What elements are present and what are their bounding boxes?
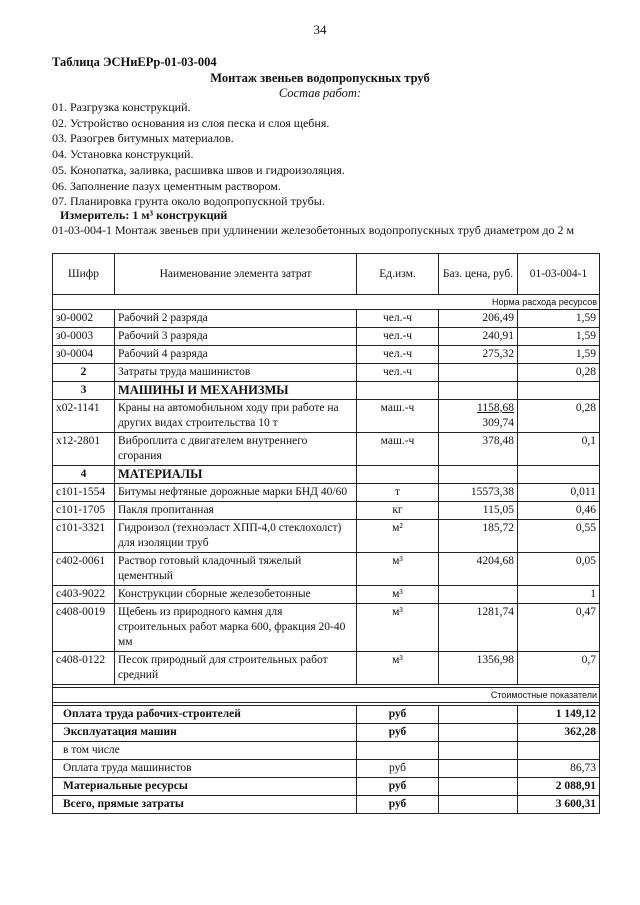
section-row-machines — [53, 382, 600, 400]
row-unit: т — [357, 484, 439, 502]
row-unit: маш.-ч — [357, 400, 439, 433]
total-unit: руб — [357, 706, 439, 724]
total-name: Оплата труда рабочих-строителей — [53, 706, 357, 724]
table-row — [53, 553, 600, 586]
row-value: 0,28 — [518, 364, 600, 382]
table-title: Таблица ЭСНиЕРр-01-03-004 — [52, 55, 217, 69]
row-price: 275,32 — [439, 346, 518, 364]
row-price: 240,91 — [439, 328, 518, 346]
row-price — [439, 364, 518, 382]
table-row — [53, 433, 600, 466]
norm-row — [53, 295, 600, 310]
header-name: Наименование элемента затрат — [115, 254, 357, 295]
page-number: 34 — [313, 22, 327, 37]
row-unit: маш.-ч — [357, 433, 439, 466]
table-row — [53, 364, 600, 382]
row-value: 0,46 — [518, 502, 600, 520]
total-unit: руб — [357, 724, 439, 742]
work-item: 04. Установка конструкций. — [52, 147, 194, 162]
total-row — [53, 778, 600, 796]
table-row — [53, 652, 600, 685]
section-name: МАТЕРИАЛЫ — [115, 466, 357, 484]
row-code: з0-0002 — [53, 310, 115, 328]
total-value: 1 149,12 — [518, 706, 600, 724]
row-unit: кг — [357, 502, 439, 520]
row-code: с101-3321 — [53, 520, 115, 553]
total-row — [53, 742, 600, 760]
row-unit: чел.-ч — [357, 310, 439, 328]
row-price — [439, 400, 518, 433]
row-price: 206,49 — [439, 310, 518, 328]
row-name: Песок природный для строительных работ средний — [115, 652, 357, 685]
total-name: Эксплуатация машин — [53, 724, 357, 742]
row-unit: м² — [357, 520, 439, 553]
row-price: 15573,38 — [439, 484, 518, 502]
row-price: 1281,74 — [439, 604, 518, 652]
row-value: 1,59 — [518, 328, 600, 346]
table-row — [53, 484, 600, 502]
total-name: Всего, прямые затраты — [53, 796, 357, 814]
row-value: 1,59 — [518, 346, 600, 364]
row-code: х02-1141 — [53, 400, 115, 433]
row-name: Щебень из природного камня для строительных работ марка 600, фракция 20-40 мм — [115, 604, 357, 652]
row-unit: м³ — [357, 553, 439, 586]
row-price-main: 1158,68 — [477, 402, 514, 414]
row-value: 0,1 — [518, 433, 600, 466]
total-row — [53, 724, 600, 742]
work-item: 02. Устройство основания из слоя песка и слоя щебня. — [52, 115, 330, 130]
row-code: с402-0061 — [53, 553, 115, 586]
table-row — [53, 502, 600, 520]
header-column: 01-03-004-1 — [518, 254, 600, 295]
row-value: 0,28 — [518, 400, 600, 433]
table-row — [53, 586, 600, 604]
table-row — [53, 346, 600, 364]
row-name: Рабочий 4 разряда — [115, 346, 357, 364]
row-value: 0,05 — [518, 553, 600, 586]
total-value: 3 600,31 — [518, 796, 600, 814]
row-name: Затраты труда машинистов — [115, 364, 357, 382]
row-name: Конструкции сборные железобетонные — [115, 586, 357, 604]
header-row — [53, 254, 600, 295]
total-unit: руб — [357, 796, 439, 814]
row-value: 1 — [518, 586, 600, 604]
row-name: Гидроизол (техноэласт ХПП-4,0 стеклохолст) для изоляции труб — [115, 520, 357, 553]
total-unit — [357, 742, 439, 760]
row-name: Рабочий 2 разряда — [115, 310, 357, 328]
row-code: с408-0122 — [53, 652, 115, 685]
item-description: 01-03-004-1 Монтаж звеньев при удлинении железобетонных водопропускных труб диаметром до 2 м — [52, 223, 575, 237]
work-item: 06. Заполнение пазух цементным раствором. — [52, 178, 281, 193]
work-item: 03. Разогрев битумных материалов. — [52, 131, 234, 146]
row-unit: чел.-ч — [357, 328, 439, 346]
subtitle: Монтаж звеньев водопропускных труб — [210, 71, 430, 85]
row-value: 0,55 — [518, 520, 600, 553]
row-price: 1356,98 — [439, 652, 518, 685]
total-unit: руб — [357, 778, 439, 796]
header-unit: Ед.изм. — [357, 254, 439, 295]
row-price-secondary: 309,74 — [482, 417, 514, 429]
row-value: 0,7 — [518, 652, 600, 685]
total-value — [518, 742, 600, 760]
composition-title: Состав работ: — [278, 86, 362, 100]
total-value: 86,73 — [518, 760, 600, 778]
row-price: 115,05 — [439, 502, 518, 520]
row-name: Краны на автомобильном ходу при работе на других видах строительства 10 т — [115, 400, 357, 433]
row-price: 4204,68 — [439, 553, 518, 586]
header-code: Шифр — [53, 254, 115, 295]
measure-unit: Измеритель: 1 м³ конструкций — [60, 208, 228, 222]
table-row — [53, 328, 600, 346]
table-row — [53, 400, 600, 433]
work-item: 07. Планировка грунта около водопропускной трубы. — [52, 194, 325, 209]
row-name: Битумы нефтяные дорожные марки БНД 40/60 — [115, 484, 357, 502]
row-code: с101-1705 — [53, 502, 115, 520]
row-code: з0-0004 — [53, 346, 115, 364]
total-row — [53, 760, 600, 778]
row-value: 0,011 — [518, 484, 600, 502]
work-item: 01. Разгрузка конструкций. — [52, 100, 191, 114]
row-price: 378,48 — [439, 433, 518, 466]
row-name: Виброплита с двигателем внутреннего сгорания — [115, 433, 357, 466]
row-name: Пакля пропитанная — [115, 502, 357, 520]
section-name: МАШИНЫ И МЕХАНИЗМЫ — [115, 382, 357, 400]
row-code: 2 — [53, 364, 115, 382]
total-row — [53, 796, 600, 814]
row-value: 1,59 — [518, 310, 600, 328]
row-code: с101-1554 — [53, 484, 115, 502]
table-row — [53, 604, 600, 652]
row-unit: чел.-ч — [357, 364, 439, 382]
section-code: 3 — [53, 382, 115, 400]
total-name: Оплата труда машинистов — [53, 760, 357, 778]
norm-label: Норма расхода ресурсов — [53, 295, 600, 310]
table-row — [53, 520, 600, 553]
total-row — [53, 706, 600, 724]
row-name: Рабочий 3 разряда — [115, 328, 357, 346]
row-unit: м³ — [357, 604, 439, 652]
row-code: с408-0019 — [53, 604, 115, 652]
work-item: 05. Конопатка, заливка, расшивка швов и гидроизоляция. — [52, 162, 345, 177]
header-price: Баз. цена, руб. — [439, 254, 518, 295]
row-code: х12-2801 — [53, 433, 115, 466]
row-code: з0-0003 — [53, 328, 115, 346]
row-value: 0,47 — [518, 604, 600, 652]
total-unit: руб — [357, 760, 439, 778]
row-unit: м³ — [357, 652, 439, 685]
total-value: 362,28 — [518, 724, 600, 742]
resource-table — [52, 253, 600, 814]
total-name: в том числе — [53, 742, 357, 760]
row-name: Раствор готовый кладочный тяжелый цементный — [115, 553, 357, 586]
cost-row — [53, 688, 600, 703]
row-code: с403-9022 — [53, 586, 115, 604]
row-unit: м³ — [357, 586, 439, 604]
row-price — [439, 586, 518, 604]
total-name: Материальные ресурсы — [53, 778, 357, 796]
cost-label: Стоимостные показатели — [53, 688, 600, 703]
section-code: 4 — [53, 466, 115, 484]
table-row — [53, 310, 600, 328]
total-value: 2 088,91 — [518, 778, 600, 796]
works-list — [52, 100, 345, 210]
row-unit: чел.-ч — [357, 346, 439, 364]
section-row-materials — [53, 466, 600, 484]
row-price: 185,72 — [439, 520, 518, 553]
